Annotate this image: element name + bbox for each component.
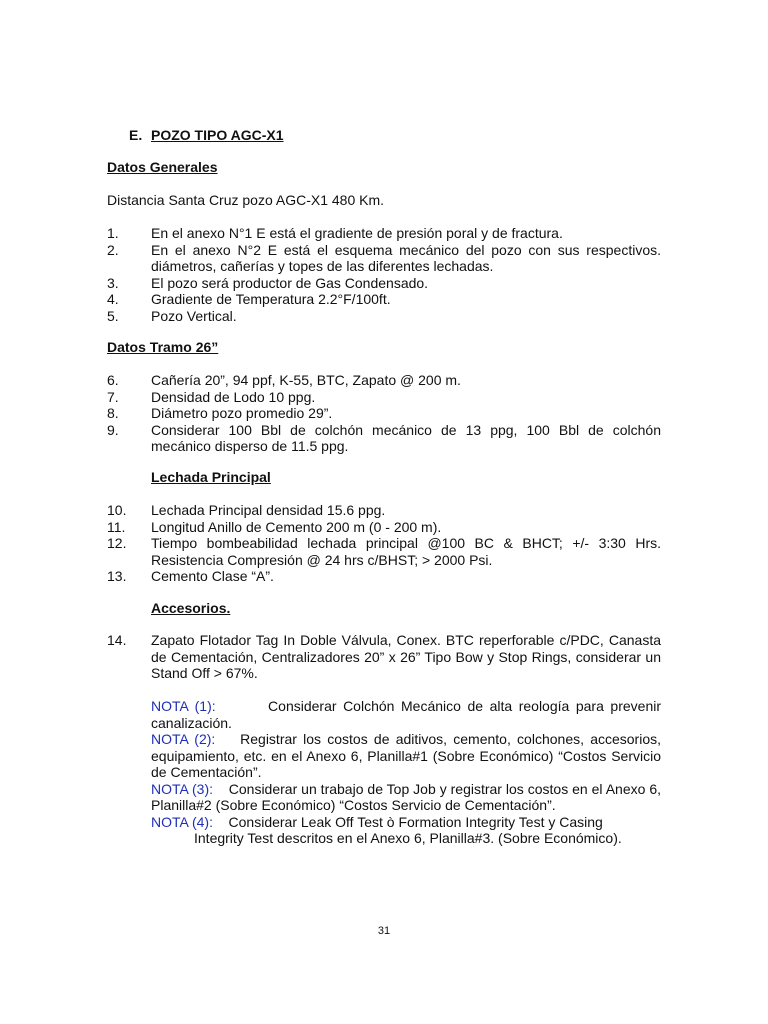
note-text-continuation: Integrity Test descritos en el Anexo 6, Planilla#3. (Sobre Económico). [194,830,622,846]
list-item: 2. En el anexo N°2 E está el esquema mecánico del pozo con sus respectivos. diámetros, cañerías y topes de las diferentes lechadas. [107,241,661,274]
note-label: NOTA (1): [151,698,216,714]
note-label: NOTA (3): [151,780,214,797]
list-item: 1. En el anexo N°1 E está el gradiente de presión poral y de fractura. [107,225,563,241]
list-item: 4. Gradiente de Temperatura 2.2°F/100ft. [107,291,391,307]
note-2 [151,731,661,781]
list-item: 12. Tiempo bombeabilidad lechada principal @100 BC & BHCT; +/- 3:30 Hrs. Resistencia Compresión @ 24 hrs c/BHST; > 2000 Psi. [107,535,661,568]
list-item: 7. Densidad de Lodo 10 ppg. [107,388,316,405]
list-item: 14. Zapato Flotador Tag In Doble Válvula, Conex. BTC reperforable c/PDC, Canasta de Cementación, Centralizadores 20” x 26” Tipo Bow y Stop Rings, considerar un Stand Off > 67%. [107,632,661,681]
note-label: NOTA (2): [151,731,216,747]
note-text: Considerar Leak Off Test ò Formation Integrity Test y Casing [228,813,603,830]
distance-text: Distancia Santa Cruz pozo AGC-X1 480 Km. [107,192,385,208]
accesorios-heading: Accesorios. [151,600,231,616]
note-text: Registrar los costos de aditivos, cemento, colchones, accesorios, equipamiento, etc. en el Anexo 6, Planilla#1 (Sobre Económico) “Costos Servicio de Cementación”. [151,731,662,780]
list-item: 9. Considerar 100 Bbl de colchón mecánico de 13 ppg, 100 Bbl de colchón mecánico disperso de 11.5 ppg. [107,421,661,454]
accesorios-list [107,632,661,682]
list-item: 13. Cemento Clase “A”. [107,568,274,584]
list-item: 8. Diámetro pozo promedio 29”. [107,405,333,421]
page-number: 31 [377,925,391,937]
note-text: Considerar un trabajo de Top Job y registrar los costos en el Anexo 6, Planilla#2 (Sobre Económico) “Costos Servicio de Cementación”. [151,780,662,813]
note-4 [151,814,661,847]
list-item: 6. Cañería 20”, 94 ppf, K-55, BTC, Zapato @ 200 m. [107,372,461,388]
section-heading [129,127,284,143]
notes-block [151,698,661,847]
datos-tramo-heading: Datos Tramo 26” [107,339,219,355]
list-item: 5. Pozo Vertical. [107,307,237,324]
lechada-principal-heading: Lechada Principal [151,469,271,485]
note-label: NOTA (4): [151,813,213,830]
note-text: Considerar Colchón Mecánico de alta reología para prevenir canalización. [151,698,661,731]
datos-generales-heading: Datos Generales [107,159,218,175]
lechada-list [107,502,661,585]
list-item: 3. El pozo será productor de Gas Condensado. [107,274,429,291]
section-title: POZO TIPO AGC-X1 [151,127,284,143]
section-letter: E. [129,127,143,143]
tramo-list [107,372,661,455]
list-item: 11. Longitud Anillo de Cemento 200 m (0 - 200 m). [107,518,442,535]
note-3 [151,781,661,814]
list-item: 10. Lechada Principal densidad 15.6 ppg. [107,502,386,518]
note-1 [151,698,661,731]
general-list [107,225,661,324]
